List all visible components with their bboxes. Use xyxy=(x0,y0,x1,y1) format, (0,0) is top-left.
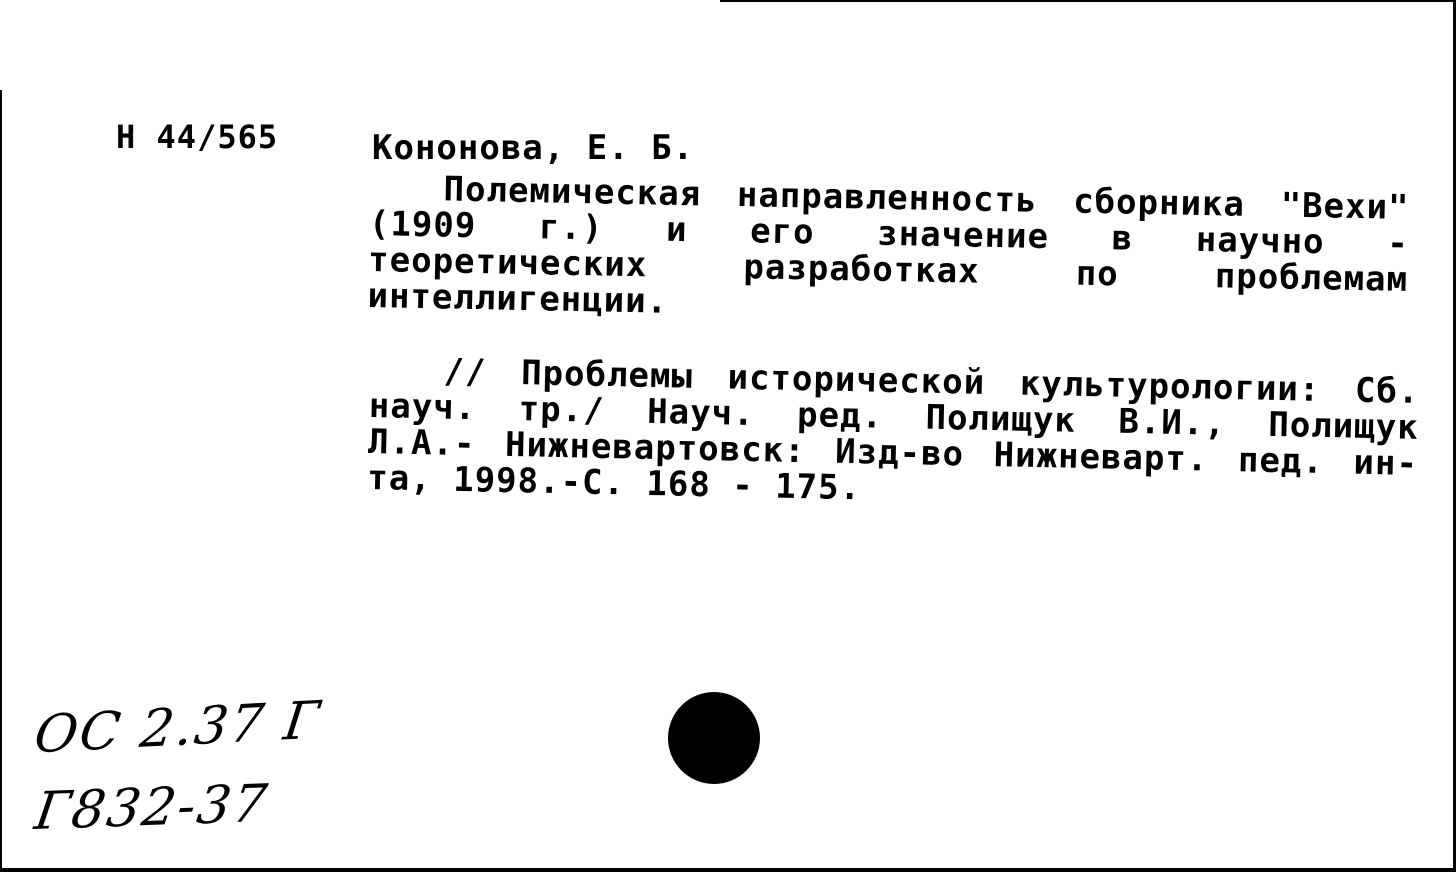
punch-hole-icon xyxy=(668,692,760,784)
handwritten-classification: ОС 2.37 Г xyxy=(31,690,325,766)
card-edge-top xyxy=(720,0,1456,2)
author-name: Кононова, Е. Б. xyxy=(372,128,695,168)
work-title: Полемическая направленность сборника "Вехи" (1909 г.) и его значение в научно - теоретических разработках по проблемам интеллигенции. xyxy=(367,169,1410,322)
shelf-mark: Н 44/565 xyxy=(116,118,279,156)
card-edge-bottom xyxy=(0,868,1456,872)
handwritten-author-mark: Г832-37 xyxy=(31,773,273,843)
card-edge-left xyxy=(0,90,2,872)
source-citation: // Проблемы исторической культурологии: Сб. науч. тр./ Науч. ред. Полищук В.И., Полищук Л.А.- Нижневартовск: Изд-во Нижневарт. пед. ин-та, 1998.-С. 168 - 175. xyxy=(366,351,1420,509)
